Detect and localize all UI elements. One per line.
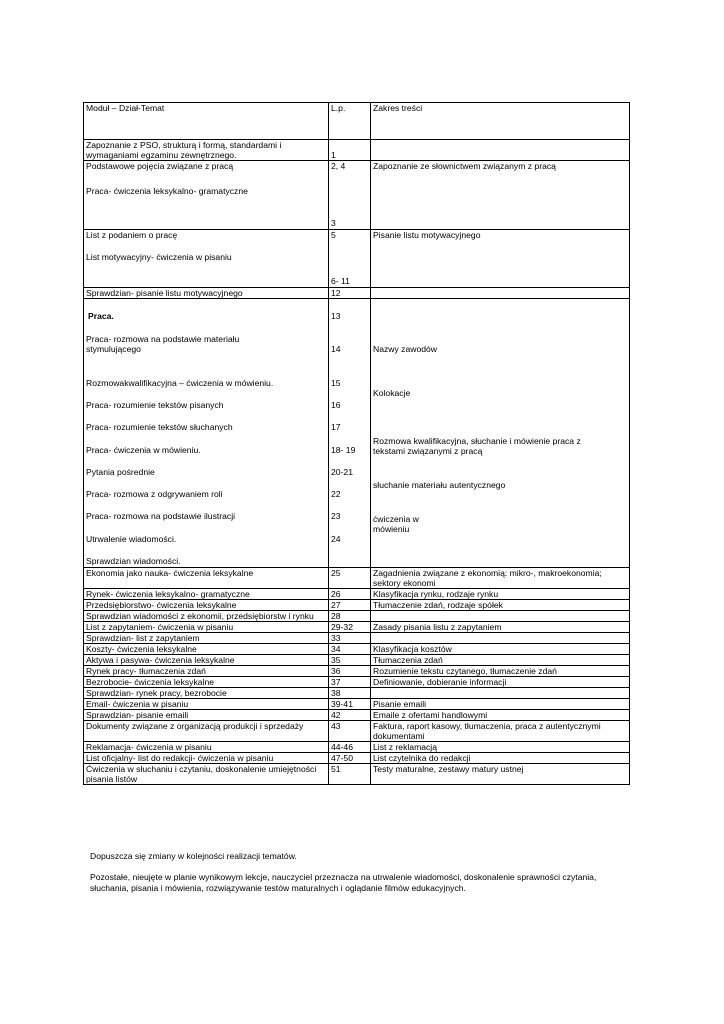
scope-cell xyxy=(371,299,630,568)
table-row xyxy=(84,764,630,785)
table-row xyxy=(84,589,630,600)
scope-cell: Testy maturalne, zestawy matury ustnej xyxy=(371,764,630,785)
table-row xyxy=(84,568,630,589)
module-cell: List z zapytaniem- ćwiczenia w pisaniu xyxy=(84,622,329,633)
lp-cell: 25 xyxy=(329,568,371,589)
module-cell: Sprawdzian- rynek pracy, bezrobocie xyxy=(84,688,329,699)
module-cell: Ćwiczenia w słuchaniu i czytaniu, doskonalenie umiejętności pisania listów xyxy=(84,764,329,785)
module-cell: Dokumenty związane z organizacją produkcji i sprzedaży xyxy=(84,721,329,742)
lp-cell xyxy=(329,299,371,568)
module-line: Podstawowe pojęcia związane z pracą xyxy=(86,161,234,171)
scope-cell: Zagadnienia związane z ekonomią: mikro-, makroekonomia; sektory ekonomi xyxy=(371,568,630,589)
header-module: Moduł – Dział-Temat xyxy=(84,103,329,140)
module-cell: Sprawdzian- pisanie emaili xyxy=(84,710,329,721)
table-row xyxy=(84,611,630,622)
module-line: Rozmowakwalifikacyjna – ćwiczenia w mówieniu. xyxy=(86,378,274,388)
lp-line: 13 xyxy=(331,311,341,321)
lesson-plan-table xyxy=(83,102,630,785)
lp-cell: 26 xyxy=(329,589,371,600)
table-row xyxy=(84,742,630,753)
scope-cell: List z reklamacją xyxy=(371,742,630,753)
scope-cell: Emaile z ofertami handlowymi xyxy=(371,710,630,721)
scope-cell: Klasyfikacja kosztów xyxy=(371,644,630,655)
lp-cell: 35 xyxy=(329,655,371,666)
lp-cell: 33 xyxy=(329,633,371,644)
lp-line: 14 xyxy=(331,344,341,354)
lp-cell: 44-46 xyxy=(329,742,371,753)
table-row-praca-block xyxy=(84,299,630,568)
module-cell: Rynek- ćwiczenia leksykalno- gramatyczne xyxy=(84,589,329,600)
module-line: Praca. xyxy=(88,311,114,321)
table-row xyxy=(84,666,630,677)
lp-cell: 36 xyxy=(329,666,371,677)
lp-cell: 39-41 xyxy=(329,699,371,710)
table-row xyxy=(84,140,630,161)
scope-cell: Tłumaczenie zdań, rodzaje spółek xyxy=(371,600,630,611)
lp-cell: 42 xyxy=(329,710,371,721)
scope-cell: Definiowanie, dobieranie informacji xyxy=(371,677,630,688)
lp-line: 6- 11 xyxy=(331,276,350,286)
table-row xyxy=(84,161,630,230)
scope-cell: List czytelnika do redakcji xyxy=(371,753,630,764)
scope-line: Nazwy zawodów xyxy=(373,344,437,354)
module-line: Praca- ćwiczenia leksykalno- gramatyczne xyxy=(86,186,248,196)
lp-line: 24 xyxy=(331,534,341,544)
lp-line: 18- 19 xyxy=(331,445,356,455)
table-row xyxy=(84,753,630,764)
table-row xyxy=(84,710,630,721)
module-line: List z podaniem o pracę xyxy=(86,230,178,240)
lp-line: 22 xyxy=(331,489,341,499)
lp-line: 23 xyxy=(331,511,341,521)
lp-line: 20-21 xyxy=(331,467,353,477)
module-cell: List oficjalny- list do redakcji- ćwiczenia w pisaniu xyxy=(84,753,329,764)
module-cell xyxy=(84,230,329,288)
lp-cell: 29-32 xyxy=(329,622,371,633)
module-line: Praca- ćwiczenia w mówieniu. xyxy=(86,445,201,455)
module-line: Pytania pośrednie xyxy=(86,467,155,477)
module-cell: Reklamacja- ćwiczenia w pisaniu xyxy=(84,742,329,753)
lp-cell: 47-50 xyxy=(329,753,371,764)
header-scope: Zakres treści xyxy=(371,103,630,140)
module-cell: Ekonomia jako nauka- ćwiczenia leksykalne xyxy=(84,568,329,589)
scope-cell xyxy=(371,688,630,699)
scope-line: Rozmowa kwalifikacyjna, słuchanie i mówienie praca z tekstami związanymi z pracą xyxy=(373,436,581,456)
lp-cell: 12 xyxy=(329,288,371,299)
scope-cell: Tłumaczenia zdań xyxy=(371,655,630,666)
table-row xyxy=(84,699,630,710)
note-paragraph: Dopuszcza się zmiany w kolejności realizacji tematów. xyxy=(90,851,297,861)
table-row xyxy=(84,622,630,633)
module-line: Sprawdzian wiadomości. xyxy=(86,556,181,566)
module-cell: Koszty- ćwiczenia leksykalne xyxy=(84,644,329,655)
table-row xyxy=(84,230,630,288)
table-row xyxy=(84,688,630,699)
scope-cell: Faktura, raport kasowy, tłumaczenia, praca z autentycznymi dokumentami xyxy=(371,721,630,742)
note-paragraph: Pozostałe, nieujęte w planie wynikowym lekcje, nauczyciel przeznacza na utrwalenie wiadomości, doskonalenie sprawności czytania, słuchania, pisania i mówienia, rozwiązywanie testów maturalnych i oglądanie filmów edukacyjnych. xyxy=(90,872,597,893)
lp-cell: 38 xyxy=(329,688,371,699)
scope-cell: Pisanie emaili xyxy=(371,699,630,710)
scope-cell: Klasyfikacja rynku, rodzaje rynku xyxy=(371,589,630,600)
table-row xyxy=(84,633,630,644)
lp-cell: 51 xyxy=(329,764,371,785)
module-line: Praca- rozumienie tekstów słuchanych xyxy=(86,422,233,432)
lp-line: 3 xyxy=(331,218,336,228)
scope-cell xyxy=(371,611,630,622)
module-cell: Aktywa i pasywa- ćwiczenia leksykalne xyxy=(84,655,329,666)
lp-cell: 1 xyxy=(329,140,371,161)
table-rows xyxy=(84,568,630,785)
module-line: List motywacyjny- ćwiczenia w pisaniu xyxy=(86,252,232,262)
table-row xyxy=(84,677,630,688)
lp-line: 15 xyxy=(331,378,341,388)
scope-cell xyxy=(371,140,630,161)
lp-line: 16 xyxy=(331,400,341,410)
scope-cell: Pisanie listu motywacyjnego xyxy=(371,230,630,288)
lp-line: 17 xyxy=(331,422,341,432)
header-lp: L.p. xyxy=(329,103,371,140)
scope-cell xyxy=(371,633,630,644)
module-cell: Sprawdzian- list z zapytaniem xyxy=(84,633,329,644)
table-header-row xyxy=(84,103,630,140)
scope-line: ćwiczenia w mówieniu xyxy=(373,514,419,534)
scope-cell: Rozumienie tekstu czytanego, tłumaczenie zdań xyxy=(371,666,630,677)
lp-line: 2, 4 xyxy=(331,161,346,171)
module-line: Praca- rozumienie tekstów pisanych xyxy=(86,400,224,410)
lp-cell: 34 xyxy=(329,644,371,655)
lp-cell: 27 xyxy=(329,600,371,611)
module-cell: Email- ćwiczenia w pisaniu xyxy=(84,699,329,710)
module-cell: Zapoznanie z PSO, strukturą i formą, standardami i wymaganiami egzaminu zewnętrznego. xyxy=(84,140,329,161)
lp-cell: 37 xyxy=(329,677,371,688)
lp-cell: 28 xyxy=(329,611,371,622)
table-row xyxy=(84,644,630,655)
module-cell: Rynek pracy- tłumaczenia zdań xyxy=(84,666,329,677)
module-cell xyxy=(84,161,329,230)
notes-section xyxy=(90,851,630,904)
table-row xyxy=(84,288,630,299)
lp-cell: 43 xyxy=(329,721,371,742)
module-cell: Sprawdzian- pisanie listu motywacyjnego xyxy=(84,288,329,299)
lp-cell xyxy=(329,230,371,288)
lp-cell xyxy=(329,161,371,230)
module-line: Praca- rozmowa na podstawie materiału stymulującego xyxy=(86,334,240,354)
module-cell: Sprawdzian wiadomości z ekonomii, przedsiębiorstw i rynku xyxy=(84,611,329,622)
scope-line: słuchanie materiału autentycznego xyxy=(373,480,506,490)
module-line: Praca- rozmowa na podstawie ilustracji xyxy=(86,511,236,521)
module-cell xyxy=(84,299,329,568)
module-cell: Przedsiębiorstwo- ćwiczenia leksykalne xyxy=(84,600,329,611)
table-row xyxy=(84,600,630,611)
module-cell: Bezrobocie- ćwiczenia leksykalne xyxy=(84,677,329,688)
module-line: Praca- rozmowa z odgrywaniem roli xyxy=(86,489,223,499)
scope-cell: Zasady pisania listu z zapytaniem xyxy=(371,622,630,633)
scope-cell: Zapoznanie ze słownictwem związanym z pracą xyxy=(371,161,630,230)
table-row xyxy=(84,721,630,742)
scope-line: Kolokacje xyxy=(373,388,411,398)
table-row xyxy=(84,655,630,666)
module-line: Utrwalenie wiadomości. xyxy=(86,534,177,544)
lp-line: 5 xyxy=(331,230,336,240)
scope-cell xyxy=(371,288,630,299)
